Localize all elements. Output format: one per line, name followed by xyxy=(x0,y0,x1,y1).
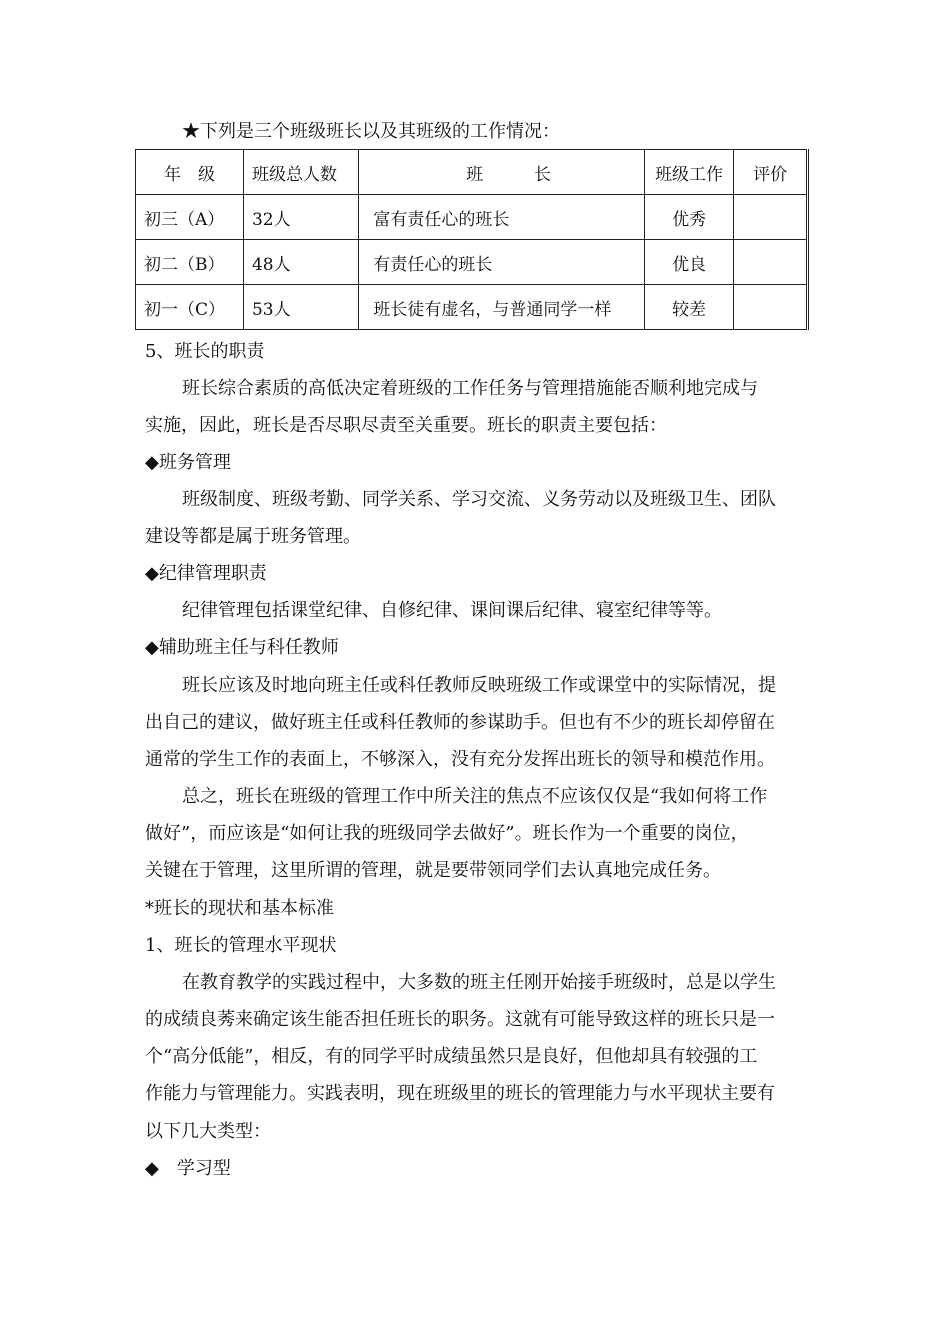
header-work: 班级工作 xyxy=(644,150,734,195)
paragraph-line: 班长综合素质的高低决定着班级的工作任务与管理措施能否顺利地完成与 xyxy=(182,378,758,399)
cell-total: 48人 xyxy=(243,240,358,285)
bullet-heading: ◆辅助班主任与科任教师 xyxy=(145,637,339,658)
paragraph-line: 在教育教学的实践过程中，大多数的班主任刚开始接手班级时，总是以学生 xyxy=(182,972,776,993)
paragraph-line: 总之，班长在班级的管理工作中所关注的焦点不应该仅仅是“我如何将工作 xyxy=(182,786,768,807)
section-heading: 5、班长的职责 xyxy=(145,341,265,362)
cell-work: 较差 xyxy=(644,285,734,330)
section-heading: *班长的现状和基本标准 xyxy=(145,898,334,919)
paragraph-line: 的成绩良莠来确定该生能否担任班长的职务。这就有可能导致这样的班长只是一 xyxy=(145,1009,775,1030)
paragraph-line: 实施，因此，班长是否尽职尽责至关重要。班长的职责主要包括： xyxy=(145,415,667,436)
table-header-row xyxy=(136,150,808,195)
paragraph-line: 关键在于管理，这里所谓的管理，就是要带领同学们去认真地完成任务。 xyxy=(145,860,721,881)
cell-monitor: 有责任心的班长 xyxy=(359,240,644,285)
header-monitor: 班 长 xyxy=(359,150,644,195)
bullet-heading: ◆班务管理 xyxy=(145,452,231,473)
cell-grade: 初三（A） xyxy=(136,195,244,240)
cell-evaluation xyxy=(734,285,808,330)
cell-evaluation xyxy=(734,240,808,285)
cell-total: 53人 xyxy=(243,285,358,330)
paragraph-line: 个“高分低能”，相反，有的同学平时成绩虽然只是良好，但他却具有较强的工 xyxy=(145,1046,758,1067)
header-evaluation: 评价 xyxy=(734,150,808,195)
cell-grade: 初一（C） xyxy=(136,285,244,330)
paragraph-line: 做好”，而应该是“如何让我的班级同学去做好”。班长作为一个重要的岗位， xyxy=(145,823,749,844)
cell-total: 32人 xyxy=(243,195,358,240)
bullet-heading: ◆ 学习型 xyxy=(145,1158,231,1179)
class-table xyxy=(135,149,809,330)
table-intro: ★下列是三个班级班长以及其班级的工作情况： xyxy=(182,121,560,142)
paragraph-line: 通常的学生工作的表面上，不够深入，没有充分发挥出班长的领导和模范作用。 xyxy=(145,749,775,770)
section-heading: 1、班长的管理水平现状 xyxy=(145,935,337,956)
table-row xyxy=(136,240,808,285)
cell-evaluation xyxy=(734,195,808,240)
cell-grade: 初二（B） xyxy=(136,240,244,285)
table-row xyxy=(136,285,808,330)
paragraph-line: 出自己的建议，做好班主任或科任教师的参谋助手。但也有不少的班长却停留在 xyxy=(145,712,775,733)
bullet-heading: ◆纪律管理职责 xyxy=(145,563,267,584)
paragraph-line: 纪律管理包括课堂纪律、自修纪律、课间课后纪律、寝室纪律等等。 xyxy=(182,600,722,621)
paragraph-line: 班长应该及时地向班主任或科任教师反映班级工作或课堂中的实际情况，提 xyxy=(182,675,776,696)
cell-monitor: 班长徒有虚名，与普通同学一样 xyxy=(359,285,644,330)
header-grade: 年 级 xyxy=(136,150,244,195)
table-row xyxy=(136,195,808,240)
cell-work: 优秀 xyxy=(644,195,734,240)
paragraph-line: 班级制度、班级考勤、同学关系、学习交流、义务劳动以及班级卫生、团队 xyxy=(182,489,776,510)
paragraph-line: 以下几大类型： xyxy=(145,1121,271,1142)
paragraph-line: 建设等都是属于班务管理。 xyxy=(145,526,361,547)
header-total: 班级总人数 xyxy=(243,150,358,195)
cell-work: 优良 xyxy=(644,240,734,285)
cell-monitor: 富有责任心的班长 xyxy=(359,195,644,240)
paragraph-line: 作能力与管理能力。实践表明，现在班级里的班长的管理能力与水平现状主要有 xyxy=(145,1083,775,1104)
